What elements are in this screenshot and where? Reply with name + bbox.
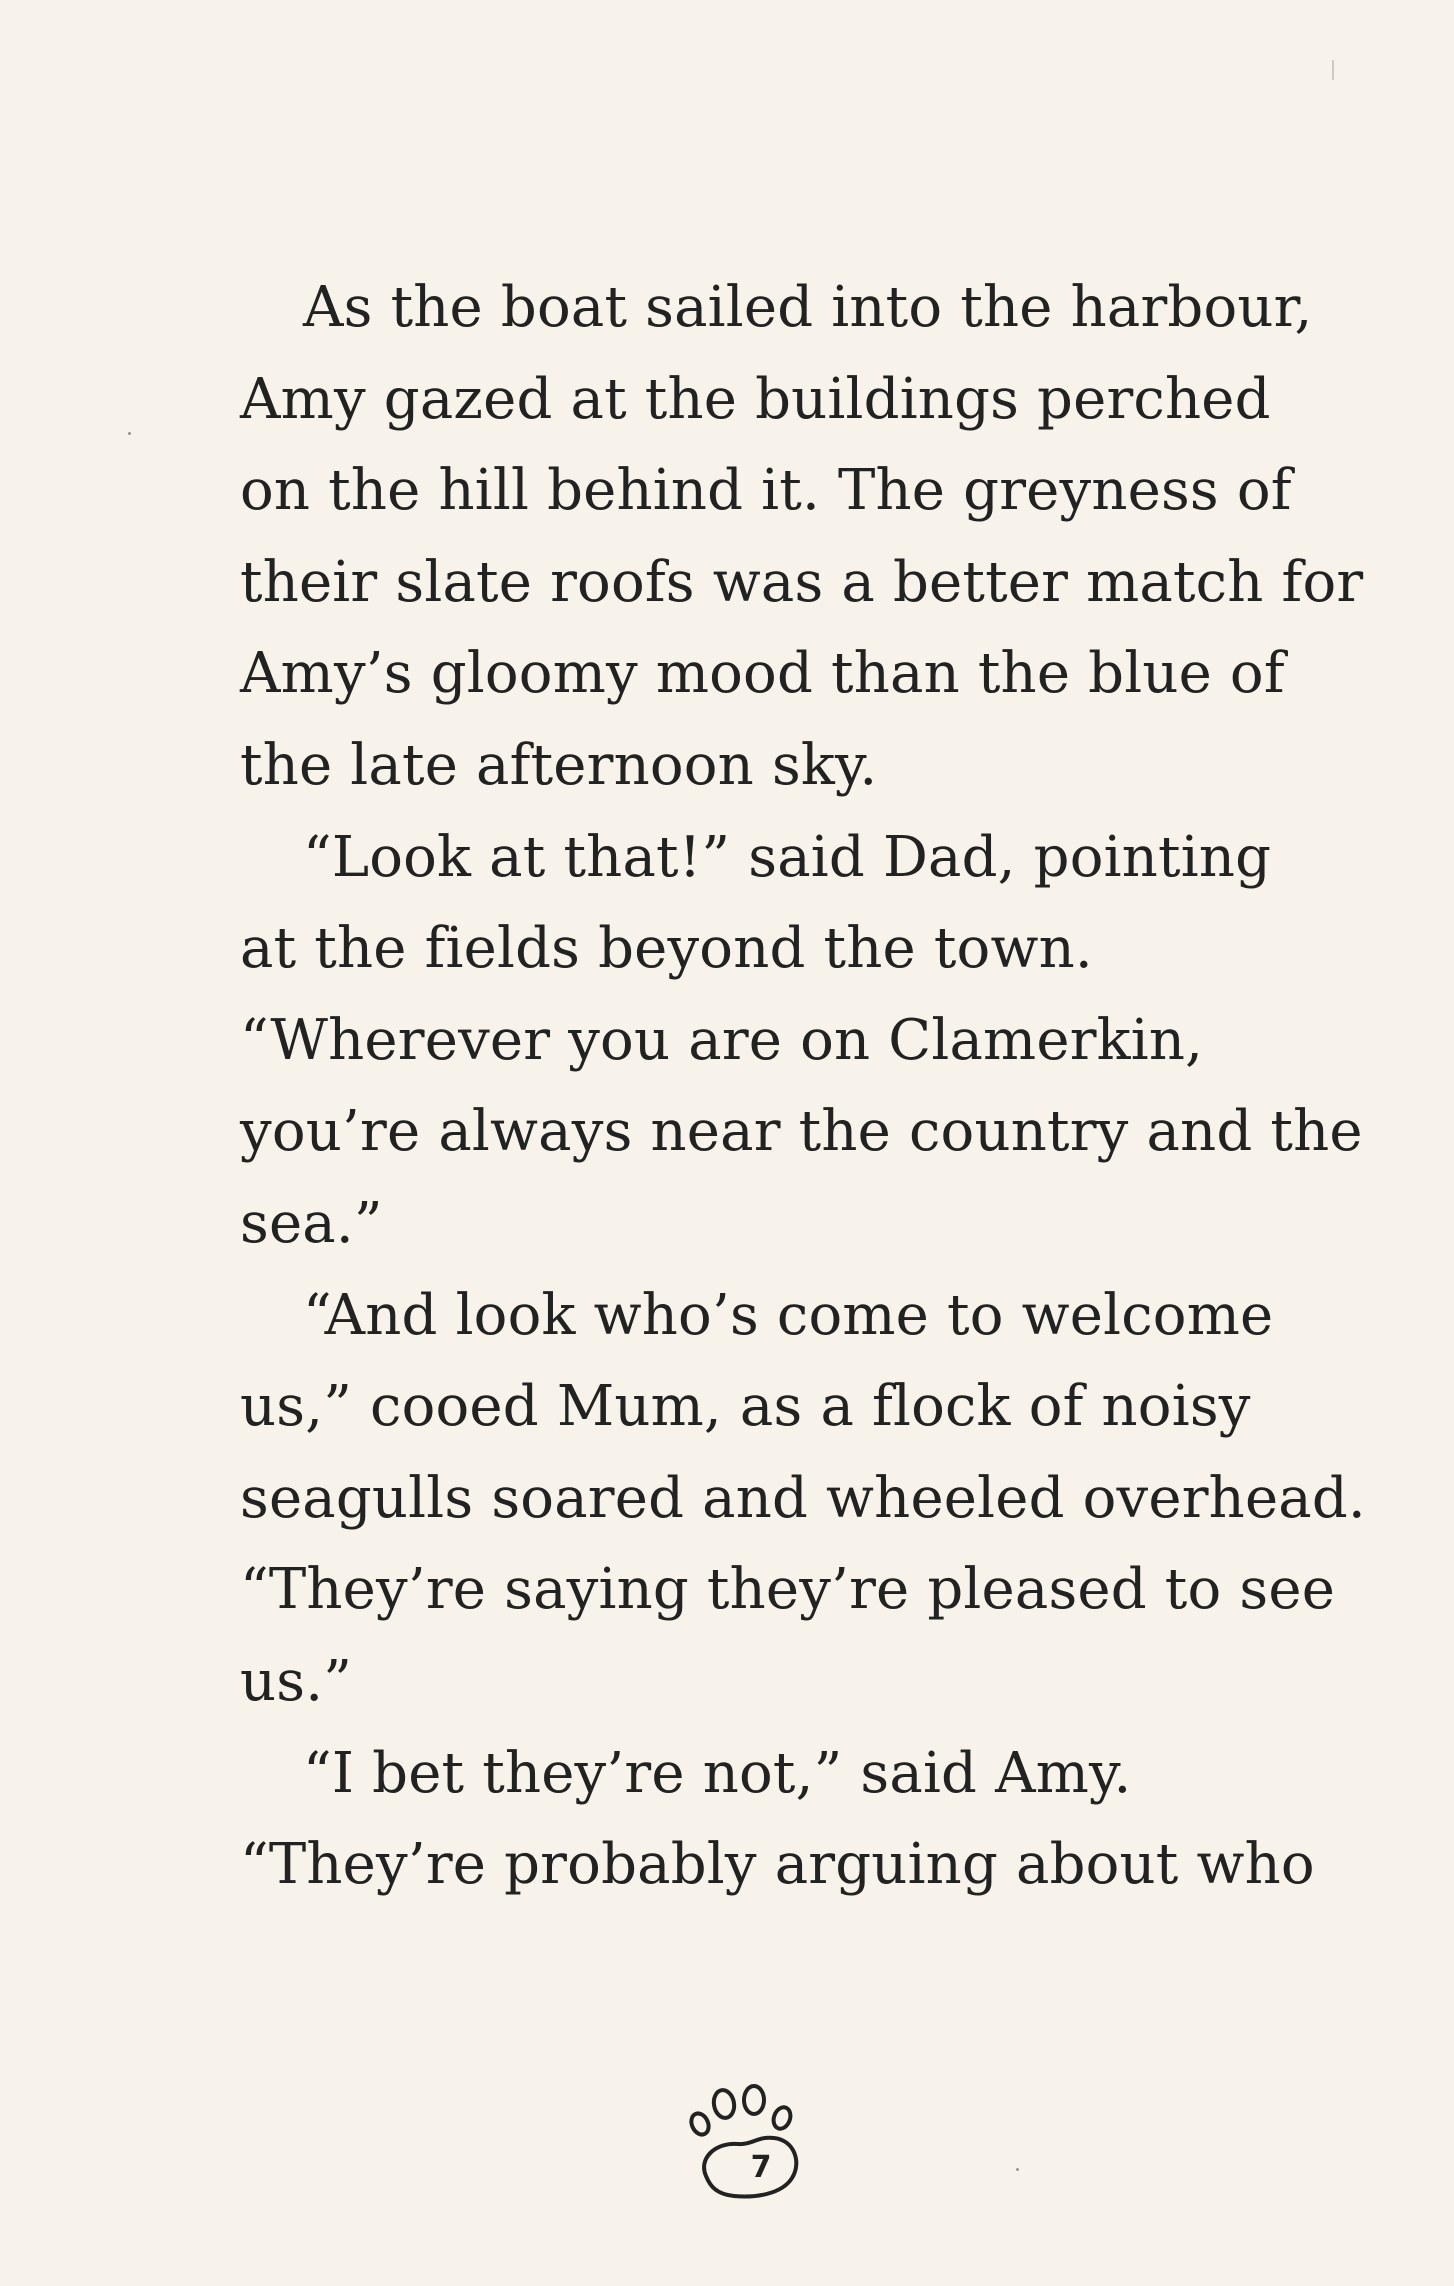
paragraph-line: “They’re saying they’re pleased to see [240,1557,1336,1623]
paragraph-line: “Wherever you are on Clamerkin, [240,1007,1204,1073]
paragraph-line: “They’re probably arguing about who [240,1832,1315,1898]
paragraph-line: “And look who’s come to welcome [303,1282,1274,1348]
paragraph-line: us.” [240,1648,353,1714]
paper-speck [128,432,131,435]
paragraph-line: sea.” [240,1190,383,1256]
paragraph-line: As the boat sailed into the harbour, [303,275,1313,340]
paragraph-line: “Look at that!” said Dad, pointing [303,824,1272,890]
paper-mark [1332,60,1334,80]
paper-speck [1016,2168,1019,2171]
paragraph-line: “I bet they’re not,” said Amy. [303,1740,1132,1806]
page-number: 7 [750,2150,772,2185]
paragraph-line: Amy’s gloomy mood than the blue of [240,641,1285,707]
paw-print-icon [686,2078,836,2208]
paragraph-line: seagulls soared and wheeled overhead. [240,1465,1366,1531]
page-footer [686,2078,836,2208]
body-text [240,262,1366,1911]
paragraph-line: their slate roofs was a better match for [240,549,1364,615]
paragraph-line: Amy gazed at the buildings perched [240,366,1271,432]
paragraph-line: you’re always near the country and the [240,1099,1363,1165]
paragraph-line: at the fields beyond the town. [240,916,1093,982]
paragraph-line: the late afternoon sky. [240,732,878,798]
paragraph-line: on the hill behind it. The greyness of [240,458,1292,524]
paragraph-line: us,” cooed Mum, as a flock of noisy [240,1374,1251,1440]
